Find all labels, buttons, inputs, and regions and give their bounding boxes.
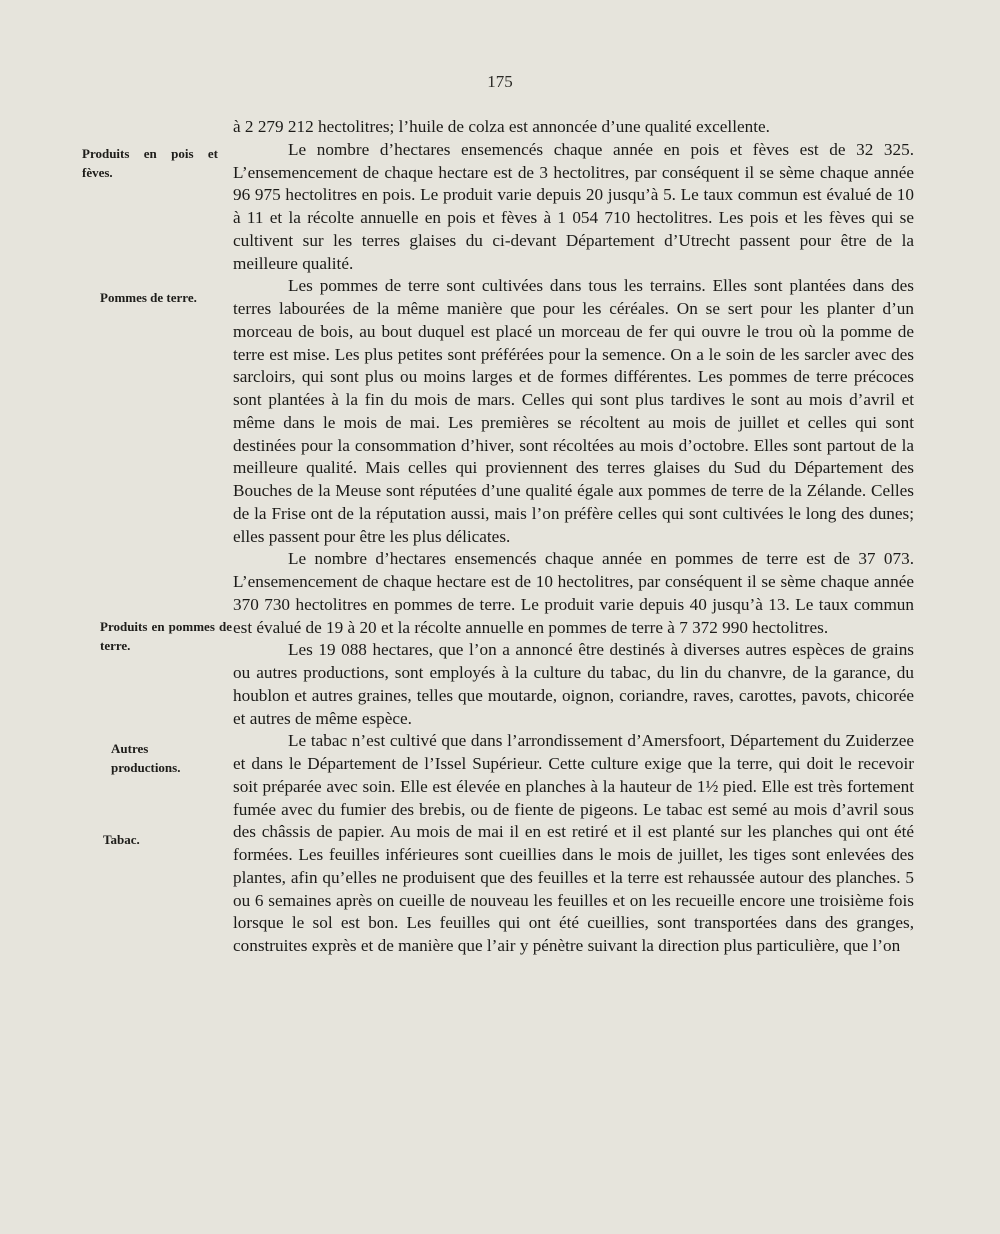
sidenote-tabac: Tabac. bbox=[103, 832, 140, 847]
main-text bbox=[233, 116, 914, 958]
paragraph-autres-productions: Les 19 088 hectares, que l’on a annoncé être destinés à diverses autres espèces de grains ou autres productions, sont employés à la culture du tabac, du lin du chanvre, de la garance, du houblon et autres graines, telles que moutarde, oignon, coriandre, raves, carottes, pavots, chicorée et autres de même espèce. bbox=[233, 640, 914, 728]
sidenote-pommes-de-terre: Pommes de terre. bbox=[100, 290, 197, 305]
paragraph-produits-pommes-de-terre: Le nombre d’hectares ensemencés chaque année en pommes de terre est de 37 073. L’ensemencement de chaque hectare est de 10 hectolitres, par conséquent il se sème chaque année 370 730 hectolitres en pommes de terre. Le produit varie depuis 40 jusqu’à 13. Le taux commun est évalué de 19 à 20 et la récolte annuelle en pommes de terre à 7 372 990 hectolitres. bbox=[233, 549, 914, 637]
paragraph-pommes-de-terre: Les pommes de terre sont cultivées dans tous les terrains. Elles sont plantées dans des terres labourées de la même manière que pour les céréales. On se sert pour les planter d’un morceau de bois, au bout duquel est placé un morceau de fer qui ouvre le trou où la pomme de terre est mise. Les plus petites sont préférées pour la semence. On a le soin de les sarcler avec des sarcloirs, qui sont plus ou moins larges et de formes différentes. Les pommes de terre précoces sont plantées à la fin du mois de mars. Celles qui sont plus tardives le sont au mois d’avril et même dans le mois de mai. Les premières se récoltent au mois de juillet et celles qui sont destinées pour la consommation d’hiver, sont récoltées au mois d’octobre. Elles sont partout de la meilleure qualité. Mais celles qui proviennent des terres glaises du Sud du Département des Bouches de la Meuse sont réputées d’une qualité égale aux pommes de terre de la Zélande. Celles de la Frise ont de la réputation aussi, mais l’on préfère celles qui sont cultivées le long des dunes; elles passent pour être les plus délicates. bbox=[233, 276, 914, 546]
sidenote-produits-pommes-de-terre: Produits en pommes de terre. bbox=[100, 619, 232, 653]
sidenote-autres-productions: Autres productions. bbox=[111, 741, 181, 775]
sidenote-pois-feves: Produits en pois et fèves. bbox=[82, 146, 218, 180]
page-number: 175 bbox=[487, 72, 513, 91]
paragraph-tabac: Le tabac n’est cultivé que dans l’arrondissement d’Amersfoort, Département du Zuiderzee et dans le Département de l’Issel Supérieur. Cette culture exige que la terre, qui doit le recevoir soit préparée avec soin. Elle est élevée en planches à la hauteur de 1½ pied. Elle est très fortement fumée avec du fumier des brebis, ou de fiente de pigeons. Le tabac est semé au mois d’avril sous des châssis de papier. Au mois de mai il en est retiré et il est planté sur les planches qui ont été formées. Les feuilles inférieures sont cueillies dans le mois de juillet, les tiges sont enlevées des plantes, afin qu’elles ne produisent que des feuilles et la terre est rehaussée autour des planches. 5 ou 6 semaines après on cueille de nouveau les feuilles et on les recueille encore une troisième fois lorsque le sol est bon. Les feuilles qui ont été cueillies, sont transportées dans des granges, construites exprès et de manière que l’air y pénètre suivant la direction plus particulière, que l’on bbox=[233, 731, 914, 955]
paragraph-pois-feves: Le nombre d’hectares ensemencés chaque année en pois et fèves est de 32 325. L’ensemencement de chaque hectare est de 3 hectolitres, par conséquent il se sème chaque année 96 975 hectolitres en pois. Le produit varie depuis 20 jusqu’à 5. Le taux commun est évalué de 10 à 11 et la récolte annuelle en pois et fèves à 1 054 710 hectolitres. Les pois et les fèves qui se cultivent sur les terres glaises du ci-devant Département d’Utrecht passent pour être de la meilleure qualité. bbox=[233, 139, 914, 273]
paragraph-colza-end: à 2 279 212 hectolitres; l’huile de colza est annoncée d’une qualité excellente. bbox=[233, 117, 770, 136]
